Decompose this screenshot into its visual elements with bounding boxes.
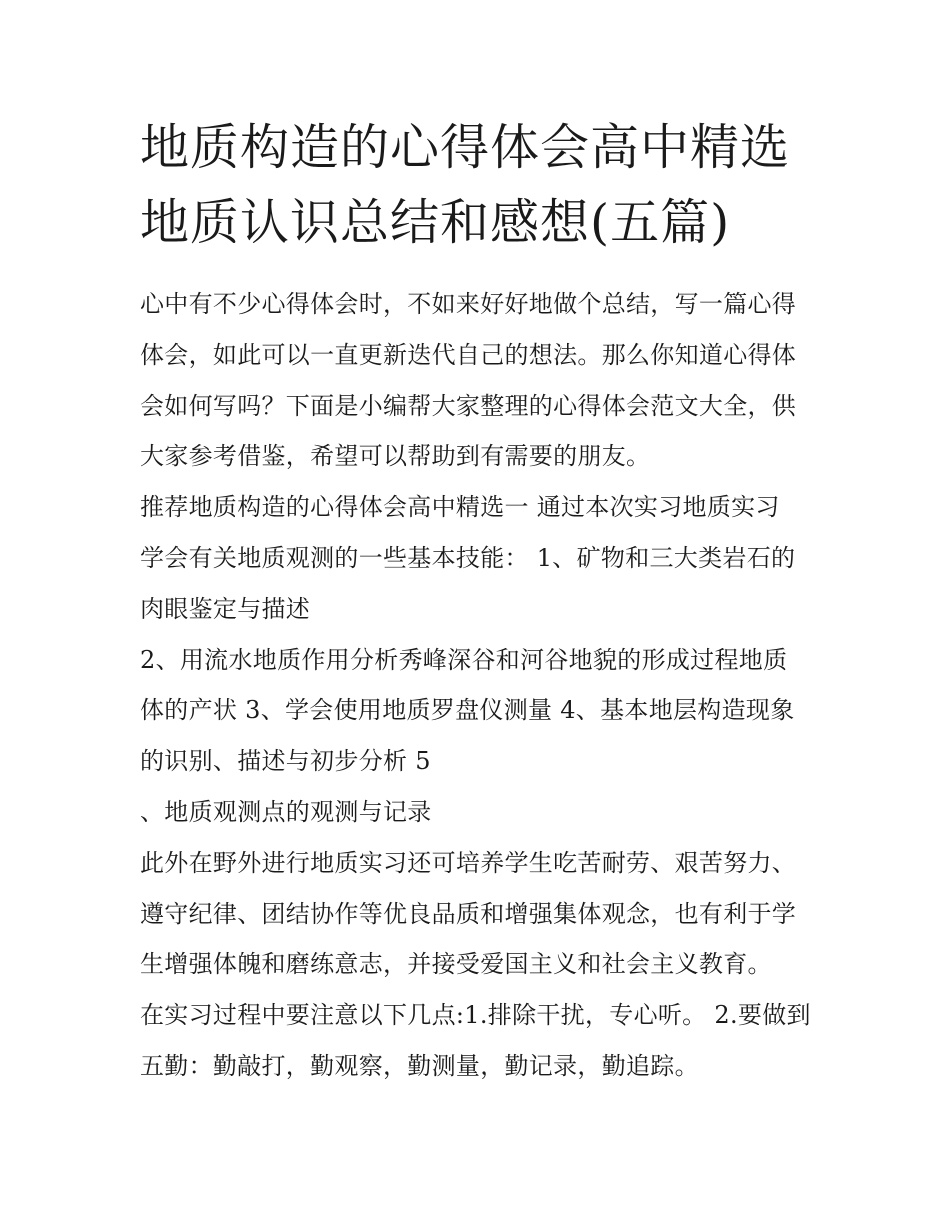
document-body [140, 279, 830, 1092]
body-text-line: 此外在野外进行地质实习还可培养学生吃苦耐劳、艰苦努力、 [140, 848, 797, 877]
body-text-line: 肉眼鉴定与描述 [140, 594, 311, 623]
body-text-line: 学会有关地质观测的一些基本技能： 1、矿物和三大类岩石的 [140, 543, 796, 572]
body-text-line: 心中有不少心得体会时，不如来好好地做个总结，写一篇心得 [140, 290, 797, 318]
body-text-line: 遵守纪律、团结协作等优良品质和增强集体观念，也有利于学 [140, 899, 797, 928]
body-text-line: 大家参考借鉴，希望可以帮助到有需要的朋友。 [140, 442, 651, 471]
body-text-line: 2、用流水地质作用分析秀峰深谷和河谷地貌的形成过程地质 [140, 645, 788, 674]
body-text-line: 在实习过程中要注意以下几点:1.排除干扰，专心听。 2.要做到 [140, 1001, 811, 1030]
body-text-line: 会如何写吗？下面是小编帮大家整理的心得体会范文大全，供 [140, 391, 797, 420]
body-text-line: 生增强体魄和磨练意志，并接受爱国主义和社会主义教育。 [140, 950, 772, 979]
body-text-line: 推荐地质构造的心得体会高中精选一 通过本次实习地质实习 [140, 493, 780, 522]
title-line: 地质构造的心得体会高中精选 [140, 119, 791, 176]
body-text-line: 、地质观测点的观测与记录 [140, 797, 432, 826]
body-text-line: 体的产状 3、学会使用地质罗盘仪测量 4、基本地层构造现象 [140, 696, 795, 725]
body-text-line: 体会，如此可以一直更新迭代自己的想法。那么你知道心得体 [140, 340, 797, 369]
title-line: 地质认识总结和感想(五篇) [140, 194, 731, 251]
body-text-line: 五勤：勤敲打，勤观察，勤测量，勤记录，勤追踪。 [140, 1051, 699, 1080]
body-text-line: 的识别、描述与初步分析 5 [140, 747, 431, 776]
document-title [140, 110, 840, 260]
